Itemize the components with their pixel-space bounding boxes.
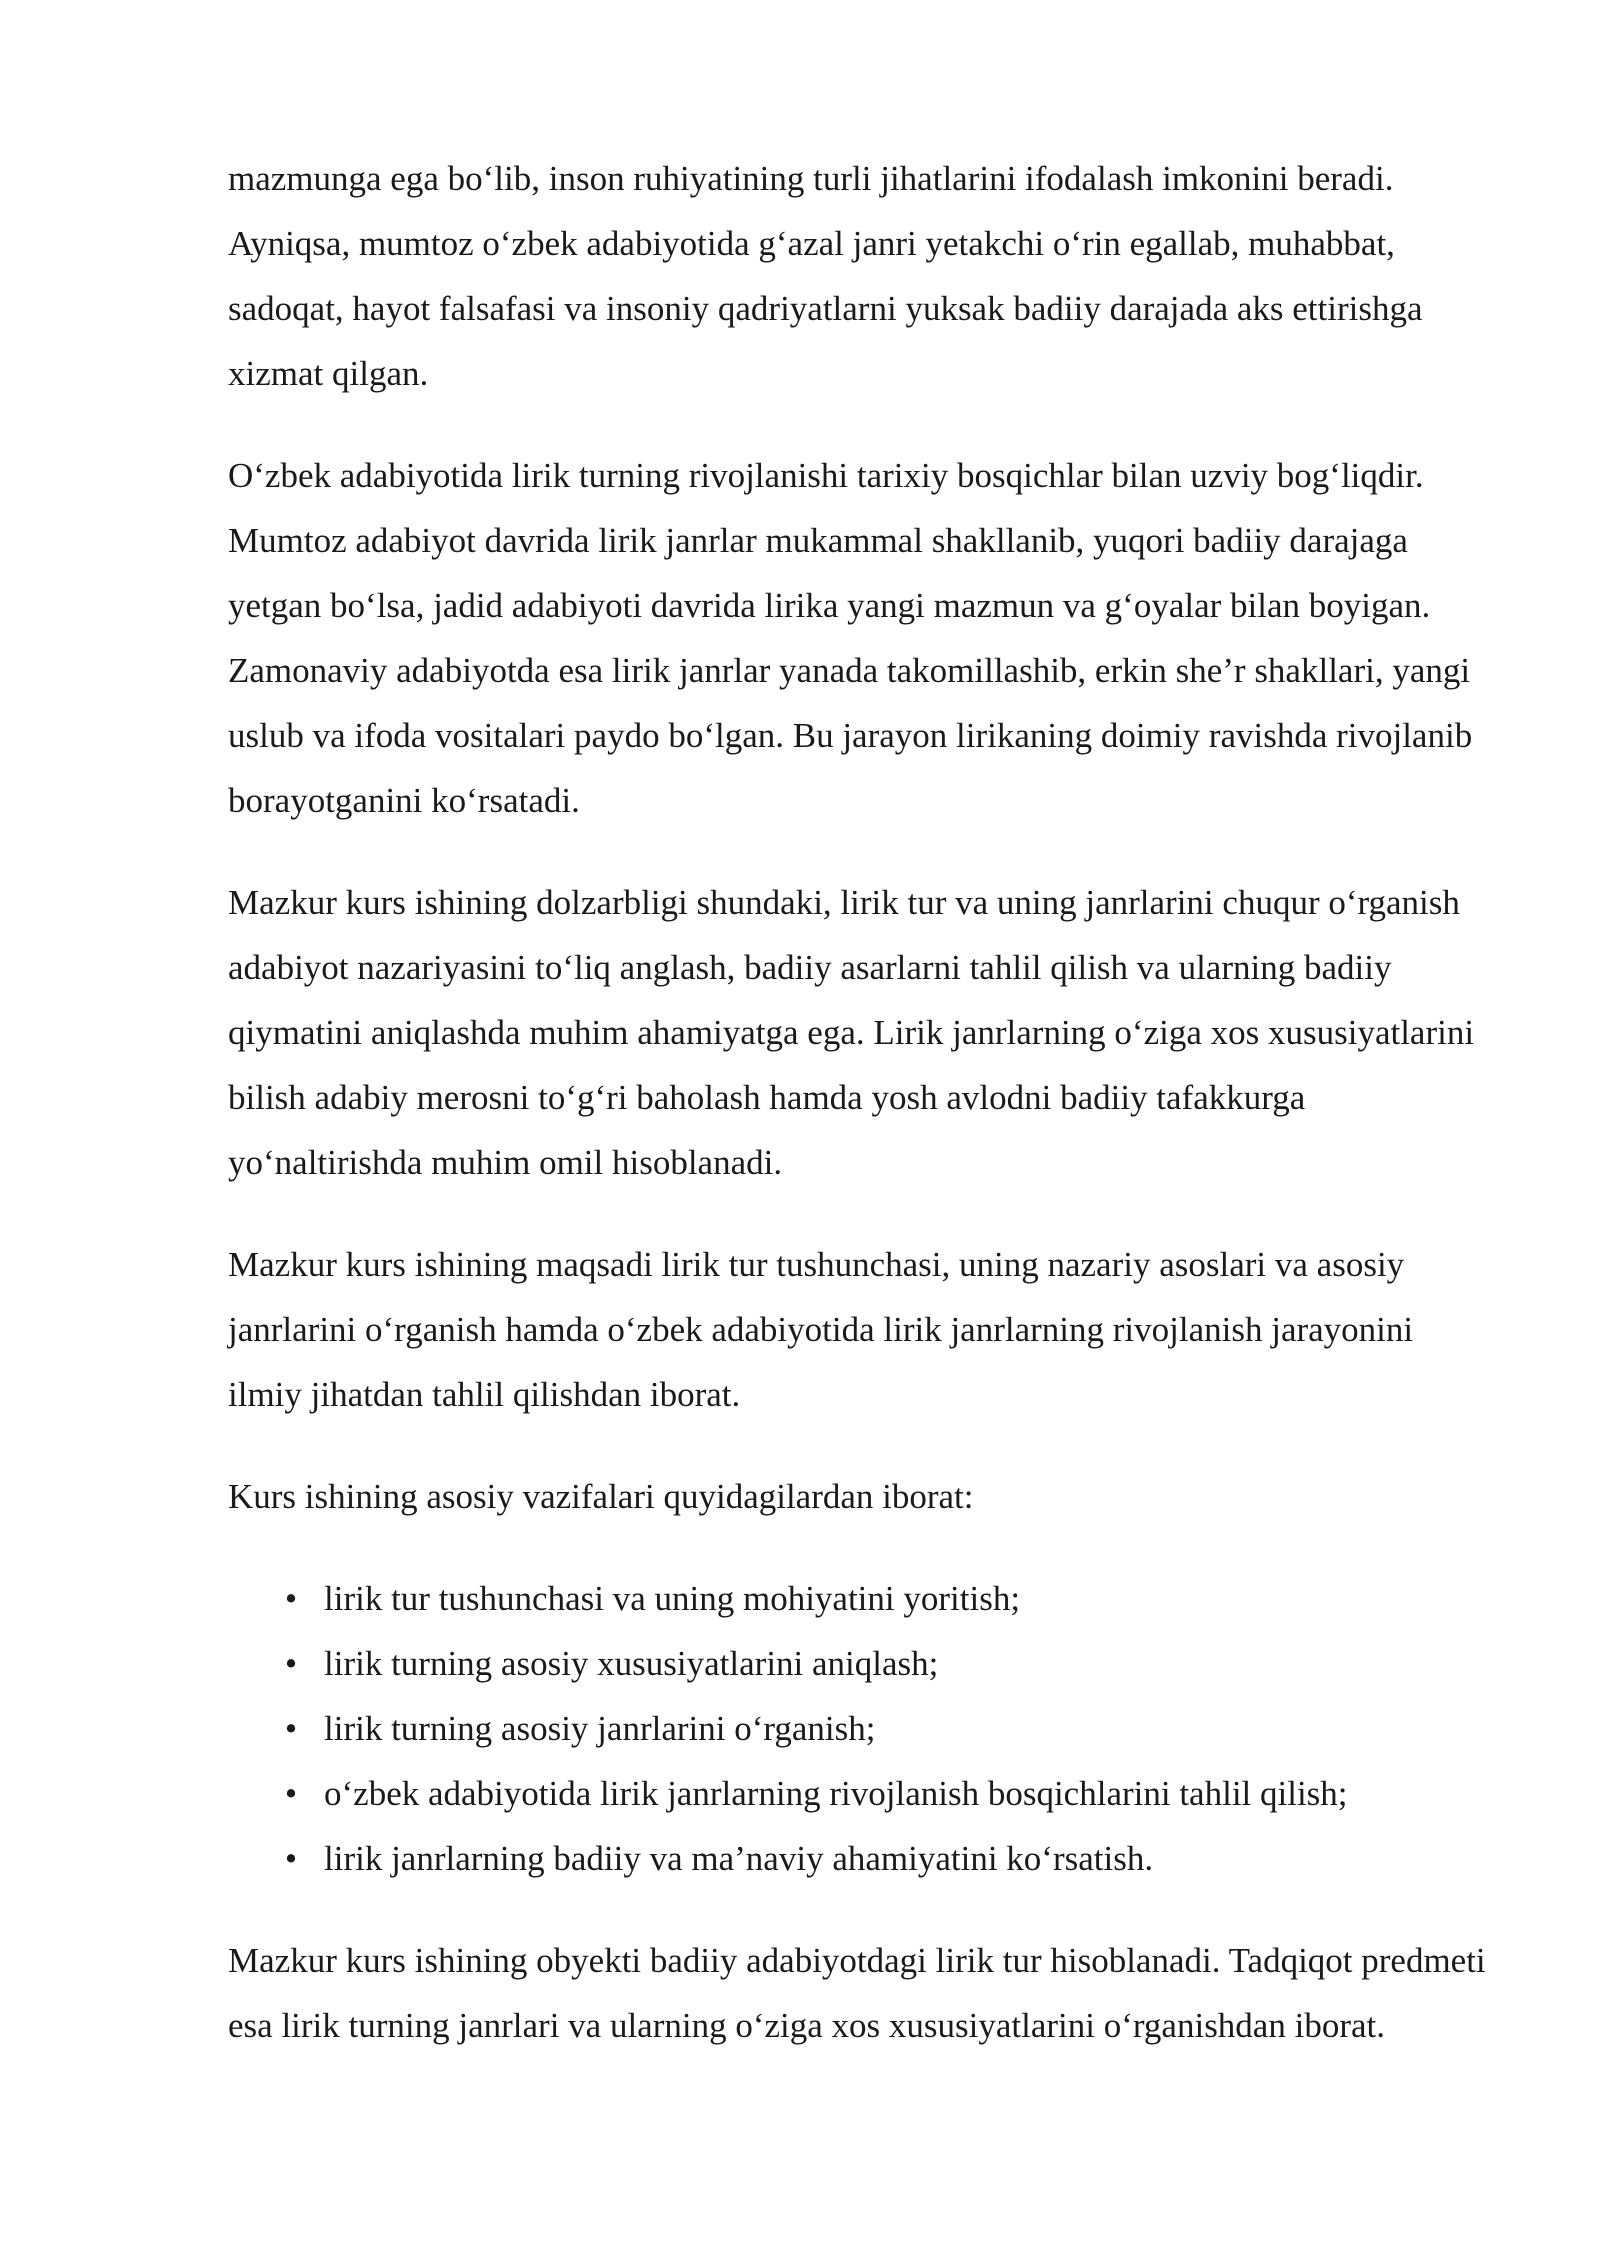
paragraph-relevance: Mazkur kurs ishining dolzarbligi shundaki, lirik tur va uning janrlarini chuqur o‘rganish adabiyot nazariyasini to‘liq anglash, badiiy asarlarni tahlil qilish va ularning badiiy qiymatini aniqlashda muhim ahamiyatga ega. Lirik janrlarning o‘ziga xos xususiyatlarini bilish adabiy merosni to‘g‘ri baholash hamda yosh avlodni badiiy tafakkurga yo‘naltirishda muhim omil hisoblanadi. [228,883,1475,1182]
bullet-icon: • [284,1839,298,1878]
list-item [228,1696,1488,1761]
paragraph-goal: Mazkur kurs ishining maqsadi lirik tur tushunchasi, uning nazariy asoslari va asosiy janrlarini o‘rganish hamda o‘zbek adabiyotida lirik janrlarning rivojlanish jarayonini ilmiy jihatdan tahlil qilishdan iborat. [228,1245,1414,1414]
list-item-text: lirik janrlarning badiiy va ma’naviy ahamiyatini ko‘rsatish. [324,1839,1154,1878]
list-item [228,1631,1488,1696]
bullet-icon: • [284,1644,298,1683]
list-item-text: o‘zbek adabiyotida lirik janrlarning rivojlanish bosqichlarini tahlil qilish; [324,1774,1348,1813]
bullet-icon: • [284,1709,298,1748]
list-item-text: lirik turning asosiy janrlarini o‘rganish; [324,1709,876,1748]
paragraph-tasks-intro: Kurs ishining asosiy vazifalari quyidagilardan iborat: [228,1477,974,1516]
tasks-list [228,1566,1488,1891]
paragraph-lyric-development: O‘zbek adabiyotida lirik turning rivojlanishi tarixiy bosqichlar bilan uzviy bog‘liqdir. Mumtoz adabiyot davrida lirik janrlar mukammal shakllanib, yuqori badiiy darajaga yetgan bo‘lsa, jadid adabiyoti davrida lirika yangi mazmun va g‘oyalar bilan boyigan. Zamonaviy adabiyotda esa lirik janrlar yanada takomillashib, erkin she’r shakllari, yangi uslub va ifoda vositalari paydo bo‘lgan. Bu jarayon lirikaning doimiy ravishda rivojlanib borayotganini ko‘rsatadi. [228,456,1473,820]
list-item [228,1826,1488,1891]
bullet-icon: • [284,1774,298,1813]
document-body [228,146,1488,2095]
list-item-text: lirik tur tushunchasi va uning mohiyatini yoritish; [324,1579,1021,1618]
list-item [228,1761,1488,1826]
paragraph-object-subject: Mazkur kurs ishining obyekti badiiy adabiyotdagi lirik tur hisoblanadi. Tadqiqot predmeti esa lirik turning janrlari va ularning o‘ziga xos xususiyatlarini o‘rganishdan iborat. [228,1941,1486,2045]
list-item [228,1566,1488,1631]
bullet-icon: • [284,1579,298,1618]
paragraph-lyric-content: mazmunga ega bo‘lib, inson ruhiyatining turli jihatlarini ifodalash imkonini beradi. Ayniqsa, mumtoz o‘zbek adabiyotida g‘azal janri yetakchi o‘rin egallab, muhabbat, sadoqat, hayot falsafasi va insoniy qadriyatlarni yuksak badiiy darajada aks ettirishga xizmat qilgan. [228,159,1423,393]
list-item-text: lirik turning asosiy xususiyatlarini aniqlash; [324,1644,939,1683]
